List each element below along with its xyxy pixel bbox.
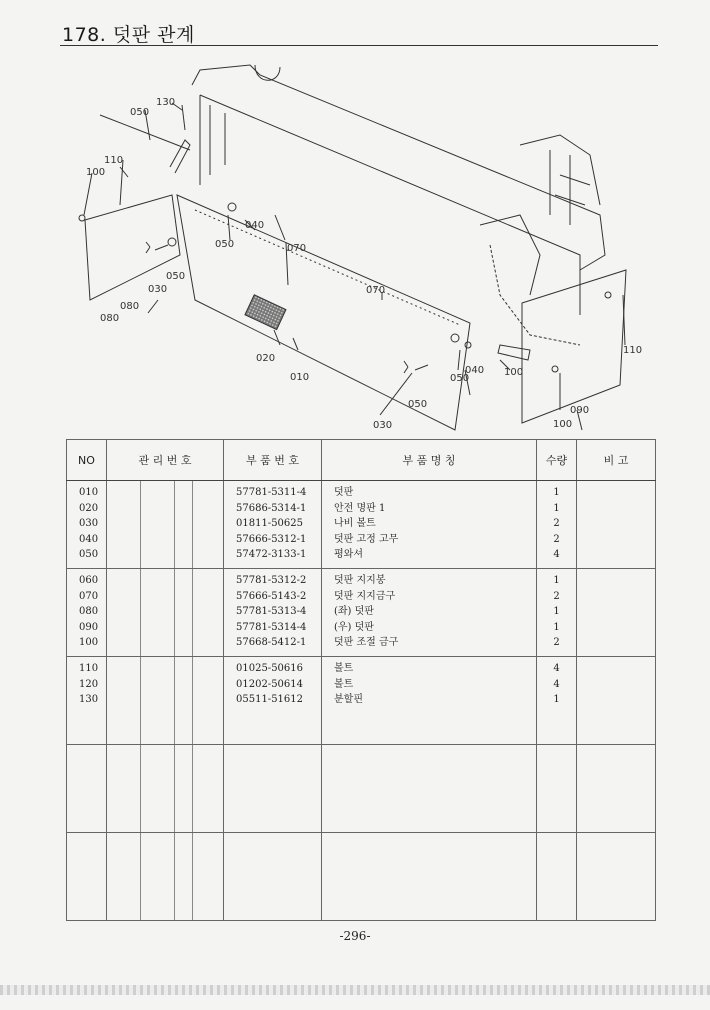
row-part_no: 05511-51612 [236,694,304,705]
mgmt-sub-column [193,569,223,656]
no-cell [67,481,107,569]
mgmt-sub-column [175,833,193,920]
mgmt-sub-column [193,833,223,920]
part-cell [224,481,322,569]
row-part_no: 57668-5412-1 [236,637,307,648]
row-qty: 1 [553,606,560,617]
table-row-group [67,481,656,569]
mgmt-cell [107,745,224,833]
header-mgmt-no: 관 리 번 호 [107,440,224,481]
name-cell [322,657,537,745]
row-qty: 1 [553,694,560,705]
row-name: 나비 볼트 [334,518,376,529]
no-cell [67,745,107,833]
qty-cell [537,833,577,921]
qty-cell [537,481,577,569]
header-note: 비 고 [577,440,656,481]
note-cell [577,569,656,657]
row-no: 070 [79,590,99,602]
row-part_no: 57472-3133-1 [236,549,307,560]
row-part_no: 57686-5314-1 [236,502,307,514]
row-no: 110 [79,663,99,674]
callout-100b: 100 [504,367,524,378]
note-cell [577,481,656,569]
row-qty: 4 [553,663,560,674]
header-no: NO [67,440,107,481]
row-name: 덧판 [334,487,354,498]
note-cell [577,745,656,833]
row-qty: 2 [553,637,560,648]
row-no: 090 [79,621,99,633]
row-no: 040 [79,533,99,545]
parts-table [66,439,656,921]
mgmt-sub-column [193,745,223,832]
row-part_no: 57781-5312-2 [236,575,307,586]
row-name: 덧판 지지금구 [334,590,396,602]
exploded-parts-diagram [60,55,660,435]
title-rule [60,45,658,46]
part-cell [224,569,322,657]
header-part-no: 부 품 번 호 [224,440,322,481]
row-qty: 1 [553,487,560,498]
callout-050: 050 [130,107,150,118]
callout-080: 080 [100,313,120,324]
no-cell [67,833,107,921]
mgmt-sub-columns [107,481,223,568]
callout-120b: 110 [623,345,643,356]
callout-050b: 050 [215,239,235,250]
row-name: 덧판 고정 고무 [334,533,399,545]
no-cell [67,657,107,745]
part-cell [224,745,322,833]
mgmt-sub-column [141,657,175,744]
mgmt-sub-columns [107,833,223,920]
row-name: 덧판 지지봉 [334,575,386,586]
row-qty: 4 [553,678,560,690]
row-no: 120 [79,678,99,690]
row-part_no: 57666-5143-2 [236,590,307,602]
qty-cell [537,657,577,745]
callout-130: 130 [156,97,176,108]
mgmt-sub-column [141,833,175,920]
row-name: (좌) 덧판 [334,606,374,617]
name-cell [322,745,537,833]
row-qty: 1 [553,575,560,586]
note-cell [577,833,656,921]
callout-050d: 050 [450,373,470,384]
header-qty: 수량 [537,440,577,481]
mgmt-sub-columns [107,745,223,832]
mgmt-sub-column [175,569,193,656]
row-qty: 4 [553,549,560,560]
callout-120: 110 [104,155,124,166]
row-qty: 1 [553,621,560,633]
row-part_no: 01202-50614 [236,678,304,690]
qty-cell [537,569,577,657]
callout-020: 020 [256,353,276,364]
name-cell [322,569,537,657]
row-no: 030 [79,518,99,529]
callout-040: 040 [245,220,265,231]
callout-040b: 040 [465,365,485,376]
scan-edge-strip [0,985,710,995]
part-cell [224,833,322,921]
mgmt-sub-column [107,481,141,568]
mgmt-cell [107,569,224,657]
mgmt-sub-column [193,657,223,744]
qty-cell [537,745,577,833]
mgmt-sub-column [141,569,175,656]
table-row-group [67,657,656,745]
row-name: 볼트 [334,663,354,674]
mgmt-sub-columns [107,569,223,656]
callout-030: 030 [148,284,168,295]
row-no: 060 [79,575,99,586]
row-part_no: 01025-50616 [236,663,304,674]
mgmt-cell [107,657,224,745]
mgmt-sub-columns [107,657,223,744]
row-qty: 1 [553,502,560,514]
row-qty: 2 [553,590,560,602]
row-no: 010 [79,487,99,498]
callout-100: 080 [120,301,140,312]
callout-070: 070 [287,243,307,254]
page-title: 178. 덧판 관계 [62,24,195,46]
row-name: 안전 명판 1 [334,502,386,514]
callout-110b: 100 [553,419,573,430]
header-part-name: 부 품 명 칭 [322,440,537,481]
mgmt-sub-column [175,481,193,568]
parts-table-body [67,481,656,921]
note-cell [577,657,656,745]
row-name: (우) 덧판 [334,621,374,633]
callout-090: 090 [570,405,590,416]
row-name: 평와셔 [334,549,363,560]
name-cell [322,481,537,569]
mgmt-cell [107,833,224,921]
page-number: -296- [339,929,371,943]
callout-070b: 070 [366,285,386,296]
table-row-group [67,569,656,657]
part-cell [224,657,322,745]
callout-110: 100 [86,167,106,178]
row-no: 130 [79,694,99,705]
mgmt-sub-column [175,745,193,832]
mgmt-sub-column [193,481,223,568]
callout-010: 010 [290,372,310,383]
mgmt-sub-column [107,745,141,832]
row-qty: 2 [553,533,560,545]
callout-050e: 050 [408,399,428,410]
mgmt-sub-column [107,657,141,744]
mgmt-sub-column [107,833,141,920]
row-no: 050 [79,549,99,560]
row-no: 020 [79,502,99,514]
table-row-group [67,833,656,921]
diagram-svg [60,55,660,435]
table-row-group [67,745,656,833]
mgmt-sub-column [175,657,193,744]
row-part_no: 57781-5311-4 [236,487,307,498]
table-header-row [67,440,656,481]
name-cell [322,833,537,921]
row-name: 볼트 [334,678,354,690]
mgmt-sub-column [141,745,175,832]
callout-050c: 050 [166,271,186,282]
row-name: 분할핀 [334,694,363,705]
callout-030b: 030 [373,420,393,431]
mgmt-sub-column [141,481,175,568]
row-no: 100 [79,637,99,648]
no-cell [67,569,107,657]
row-part_no: 57781-5313-4 [236,606,307,617]
row-no: 080 [79,606,99,617]
row-part_no: 57666-5312-1 [236,533,307,545]
mgmt-cell [107,481,224,569]
mgmt-sub-column [107,569,141,656]
row-name: 덧판 조절 금구 [334,637,399,648]
row-qty: 2 [553,518,560,529]
row-part_no: 01811-50625 [236,518,304,529]
row-part_no: 57781-5314-4 [236,621,307,633]
